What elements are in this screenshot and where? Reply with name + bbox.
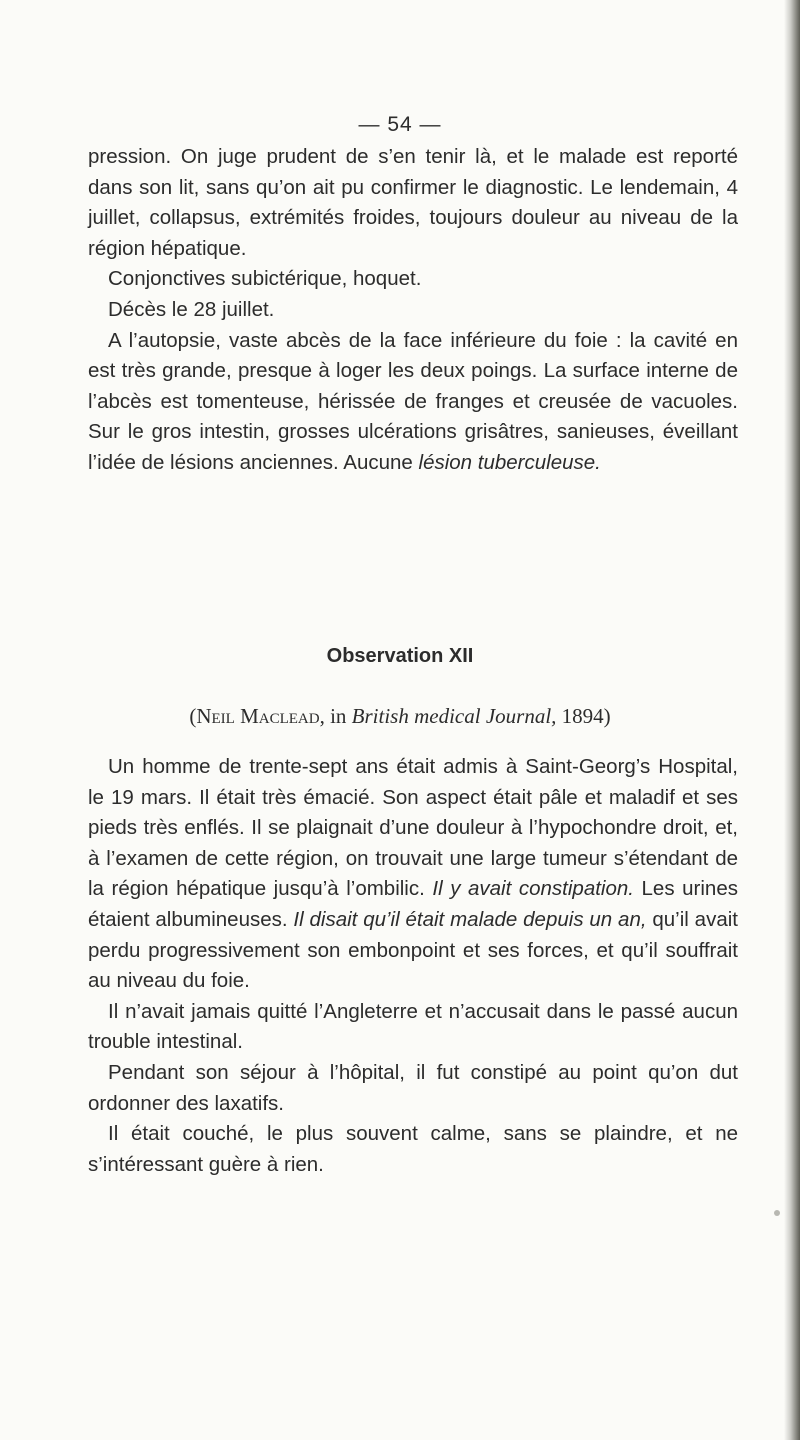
ref-year: 1894) [556,704,611,728]
paragraph-couche: Il était couché, le plus souvent calme, sans se plaindre, et ne s’intéressant guère à rien. [88,1122,738,1176]
text-block-observation [88,752,738,1180]
paragraph-continuation: pression. On juge prudent de s’en tenir là, et le malade est reporté dans son lit, sans qu’on ait pu confirmer le diagnostic. Le lendemain, 4 juillet, collapsus, extrémités froides, toujours douleur au niveau de la région hépatique. [88,145,738,260]
ref-author: Neil Maclead [196,704,320,728]
observation-heading: Observation XII [326,645,474,667]
case-italic-malade: Il disait qu’il était malade depuis un an, [293,907,647,931]
ref-in: , in [319,704,352,728]
autopsie-text: A l’autopsie, vaste abcès de la face inférieure du foie : la cavité en est très grande, presque à loger les deux poings. La surface interne de l’abcès est tomenteuse, hérissée de franges et creusée de vacuoles. Sur le gros intestin, grosses ulcérations grisâtres, sanieuses, éveillant l’idée de lésions anciennes. Aucune [88,328,738,474]
paragraph-autopsie [88,326,738,479]
text-block-top [88,142,738,479]
paragraph-angleterre: Il n’avait jamais quitté l’Angleterre et n’accusait dans le passé aucun trouble intestinal. [88,999,738,1054]
page-number: — 54 — [358,113,442,136]
paragraph-case-description [88,752,738,997]
observation-reference [0,704,800,729]
autopsie-italic: lésion tuberculeuse. [418,450,601,474]
ref-open: ( [189,704,197,728]
paragraph-conjonctives: Conjonctives subictérique, hoquet. [108,267,422,291]
case-italic-constipation: Il y avait constipation. [432,877,634,901]
paragraph-sejour: Pendant son séjour à l’hôpital, il fut constipé au point qu’on dut ordonner des laxatifs. [88,1060,738,1115]
case-text-a: Un homme de trente-sept ans était admis à Saint-Georg’s Hospital, le 19 mars. Il était très émacié. Son aspect était pâle et maladif et ses pieds très enflés. Il se plaignait d’une douleur à l’hypochondre droit, et, à l’examen de cette région, on trouvait une large tumeur s’étendant de la région hépatique jusqu’à l’ombilic. [88,755,738,901]
page-speck [774,1210,780,1216]
case-text-b: Les urines étaient albumineuses. [88,877,738,931]
ref-journal: British medical Journal, [351,704,557,728]
paragraph-deces: Décès le 28 juillet. [108,297,275,321]
case-text-c: qu’il avait perdu progressivement son embonpoint et ses forces, et qu’il souffrait au niveau du foie. [88,907,738,993]
